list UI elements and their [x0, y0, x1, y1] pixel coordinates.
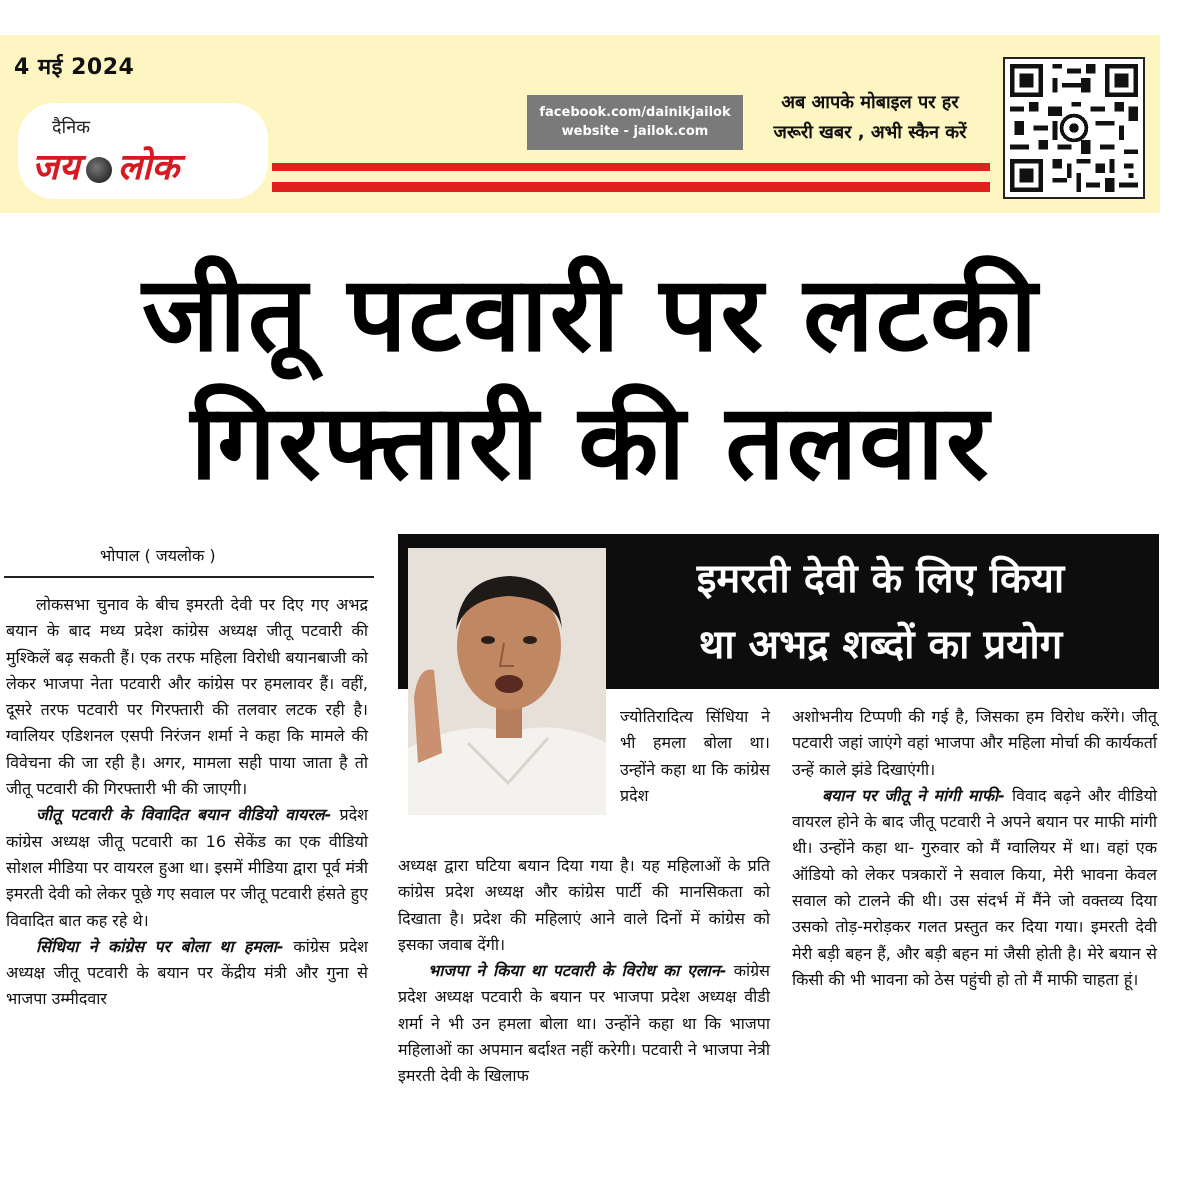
paragraph-video-viral [6, 802, 368, 933]
paragraph-scindia-cont: ज्योतिरादित्य सिंधिया ने भी हमला बोला था। उन्होंने कहा था कि कांग्रेस प्रदेश [620, 707, 770, 805]
brand-logo[interactable] [18, 103, 268, 199]
paragraph-apology-text: विवाद बढ़ने और वीडियो वायरल होने के बाद जीतू पटवारी ने अपने बयान पर माफी मांगी थी। उन्होंने कहा था- गुरुवार को मैं ग्वालियर में था। वहां एक ऑडियो को लेकर पत्रकारों ने सवाल किया, मेरी भावना केवल सवाल को टालने की थी। उस संदर्भ में मैंने जो वक्तव्य दिया उसको तोड़-मरोड़कर गलत प्रस्तुत कर दिया गया। इमरती देवी मेरी बड़ी बहन हैं, और बड़ी बहन मां जैसी होती है। मेरे बयान से किसी की भी भावना को ठेस पहुंची हो तो मैं माफी चाहता हूं। [792, 785, 1157, 989]
dateline: भोपाल ( जयलोक ) [100, 546, 216, 565]
main-headline [0, 250, 1181, 506]
issue-date: 4 मई 2024 [14, 55, 135, 80]
brand-wordmark [32, 141, 179, 190]
red-stripe-bottom [272, 182, 990, 192]
subheading-video-viral: जीतू पटवारी के विवादित बयान वीडियो वायरल- [36, 805, 332, 825]
subheadline [608, 546, 1153, 678]
article-column-3 [792, 704, 1157, 993]
scan-cta [752, 88, 988, 148]
masthead [0, 35, 1160, 213]
article-column-1 [6, 592, 368, 1013]
cta-line-1: अब आपके मोबाइल पर हर [781, 92, 959, 113]
paragraph-scindia-attack-text: कांग्रेस प्रदेश अध्यक्ष जीतू पटवारी के बयान पर केंद्रीय मंत्री और गुना से भाजपा उम्मीदवार [6, 936, 368, 1009]
dateline-rule [4, 576, 374, 578]
article-column-2-top [620, 704, 770, 809]
facebook-link[interactable]: facebook.com/dainikjailok [539, 105, 731, 120]
paragraph-bjp-protest-text: कांग्रेस प्रदेश अध्यक्ष पटवारी के बयान पर भाजपा प्रदेश अध्यक्ष वीडी शर्मा ने भी उन हमला बोला था। उन्होंने कहा था कि भाजपा महिलाओं का अपमान बर्दाश्त नहीं करेगी। पटवारी ने भाजपा नेत्री इमरती देवी के खिलाफ [398, 961, 770, 1086]
paragraph-video-viral-text: प्रदेश कांग्रेस अध्यक्ष जीतू पटवारी का 16 सेकेंड का एक वीडियो सोशल मीडिया पर वायरल हुआ था। इसमें मीडिया द्वारा पूर्व मंत्री इमरती देवी को लेकर पूछे गए सवाल पर जीतू पटवारी हंसते हुए विवादित बात कह रहे थे। [6, 805, 368, 930]
brand-left-text: जय [32, 146, 80, 188]
subheading-apology: बयान पर जीतू ने मांगी माफी- [822, 785, 1005, 805]
red-stripe-top [272, 163, 990, 171]
headline-line-2: गिरफ्तारी की तलवार [190, 381, 991, 503]
brand-right-text: लोक [117, 146, 179, 188]
paragraph-scindia-attack [6, 934, 368, 1013]
paragraph-bjp-protest [398, 958, 770, 1089]
social-links-box [527, 95, 743, 150]
brand-small-text: दैनिक [52, 117, 91, 138]
qr-code-icon[interactable] [1003, 57, 1145, 199]
globe-icon [86, 157, 112, 183]
paragraph-scindia-quote: अध्यक्ष द्वारा घटिया बयान दिया गया है। यह महिलाओं के प्रति कांग्रेस प्रदेश अध्यक्ष और कांग्रेस पार्टी की मानसिकता को दिखाता है। प्रदेश की महिलाएं आने वाले दिनों में कांग्रेस को इसका जवाब देंगी। [398, 856, 770, 954]
subheadline-line-1: इमरती देवी के लिए किया [696, 556, 1065, 602]
subheadline-line-2: था अभद्र शब्दों का प्रयोग [698, 622, 1063, 668]
paragraph-apology [792, 783, 1157, 993]
paragraph-intro: लोकसभा चुनाव के बीच इमरती देवी पर दिए गए अभद्र बयान के बाद मध्य प्रदेश कांग्रेस अध्यक्ष जीतू पटवारी की मुश्किलें बढ़ सकती हैं। एक तरफ महिला विरोधी बयानबाजी को लेकर भाजपा नेता पटवारी और कांग्रेस पर हमलावर हैं। वहीं, दूसरे तरफ पटवारी पर गिरफ्तारी की तलवार लटक रही है। ग्वालियर एडिशनल एसपी निरंजन शर्मा ने कहा कि मामले की विवेचना की जा रही है। अगर, मामला सही पाया जाता है तो जीतू पटवारी की गिरफ्तारी भी की जाएगी। [6, 595, 368, 799]
subheading-scindia-attack: सिंधिया ने कांग्रेस पर बोला था हमला- [36, 936, 284, 956]
headline-line-1: जीतू पटवारी पर लटकी [141, 253, 1040, 375]
cta-line-2: जरूरी खबर , अभी स्कैन करें [773, 122, 967, 143]
article-column-2 [398, 853, 770, 1090]
website-link[interactable]: website - jailok.com [561, 124, 709, 139]
paragraph-protest-cont: अशोभनीय टिप्पणी की गई है, जिसका हम विरोध करेंगे। जीतू पटवारी जहां जाएंगे वहां भाजपा और महिला मोर्चा की कार्यकर्ता उन्हें काले झंडे दिखाएंगी। [792, 707, 1157, 779]
portrait-photo-icon [408, 548, 606, 815]
subheading-bjp-protest: भाजपा ने किया था पटवारी के विरोध का एलान- [428, 961, 727, 981]
